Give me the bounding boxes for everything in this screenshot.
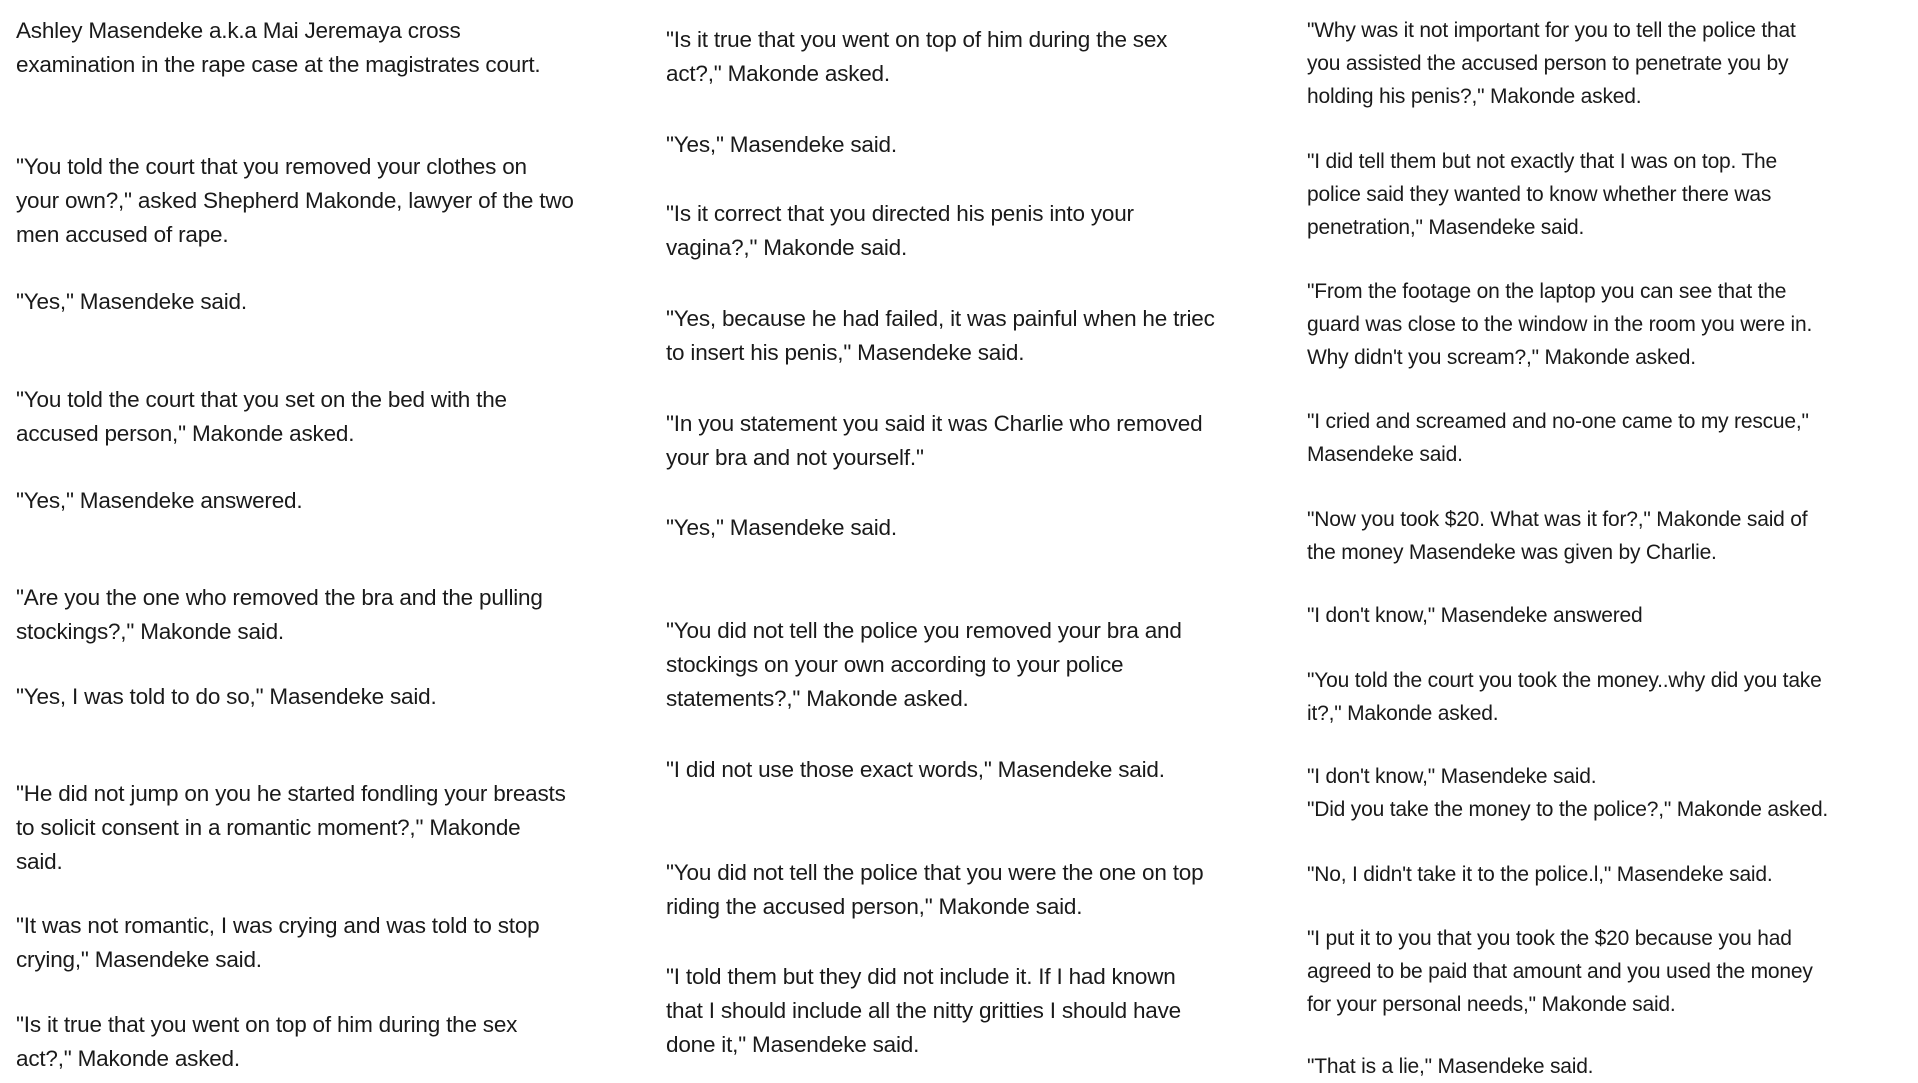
paragraph-answer [666, 302, 1215, 370]
paragraph-answer [666, 511, 897, 545]
text-line: statements?," Makonde asked. [666, 686, 969, 711]
text-line: "In you statement you said it was Charlie who removed [666, 411, 1203, 436]
text-line: police said they wanted to know whether there was [1307, 183, 1772, 206]
text-line: that I should include all the nitty gritties I should have [666, 998, 1181, 1023]
paragraph-question [16, 1008, 517, 1076]
text-line: "He did not jump on you he started fondling your breasts [16, 781, 566, 806]
paragraph-question [16, 581, 543, 649]
paragraph-intro [16, 14, 541, 82]
paragraph-question [16, 383, 507, 451]
paragraph-answer [1307, 1050, 1593, 1083]
paragraph-question [666, 856, 1203, 924]
text-line: "It was not romantic, I was crying and was told to stop [16, 913, 540, 938]
text-line: "You told the court that you removed your clothes on [16, 154, 527, 179]
text-line: "That is a lie," Masendeke said. [1307, 1055, 1594, 1078]
paragraph-question [1307, 664, 1822, 730]
paragraph-answer [1307, 405, 1809, 471]
text-line: "Now you took $20. What was it for?," Makonde said of [1307, 508, 1808, 531]
paragraph-answer [666, 960, 1181, 1062]
text-line: "Is it true that you went on top of him during the sex [16, 1012, 518, 1037]
paragraph-question [1307, 503, 1807, 569]
text-line: you assisted the accused person to penetrate you by [1307, 52, 1789, 75]
text-line: Why didn't you scream?," Makonde asked. [1307, 346, 1696, 369]
text-line: "I cried and screamed and no-one came to my rescue," [1307, 410, 1809, 433]
text-line: penetration," Masendeke said. [1307, 216, 1585, 239]
paragraph-answer [1307, 145, 1777, 244]
text-line: for your personal needs," Makonde said. [1307, 993, 1676, 1016]
paragraph-question [1307, 14, 1796, 113]
text-line: men accused of rape. [16, 222, 229, 247]
paragraph-answer [16, 680, 437, 714]
paragraph-answer [1307, 599, 1643, 632]
text-line: riding the accused person," Makonde said. [666, 894, 1083, 919]
paragraph-question [16, 777, 566, 879]
text-line: it?," Makonde asked. [1307, 702, 1499, 725]
text-line: to solicit consent in a romantic moment?," Makonde [16, 815, 521, 840]
text-line: "Yes," Masendeke answered. [16, 488, 303, 513]
text-line: done it," Masendeke said. [666, 1032, 920, 1057]
text-line: "Why was it not important for you to tell the police that [1307, 19, 1796, 42]
text-line: "I don't know," Masendeke answered [1307, 604, 1643, 627]
text-line: accused person," Makonde asked. [16, 421, 355, 446]
paragraph-answer [16, 484, 302, 518]
text-line: "You told the court that you set on the bed with the [16, 387, 507, 412]
paragraph-answer [1307, 858, 1773, 891]
text-line: "Are you the one who removed the bra and the pulling [16, 585, 543, 610]
text-line: "I told them but they did not include it. If I had known [666, 964, 1176, 989]
text-line: guard was close to the window in the room you were in. [1307, 313, 1813, 336]
paragraph-answer [16, 909, 539, 977]
text-line: act?," Makonde asked. [16, 1046, 240, 1071]
text-line: "I did tell them but not exactly that I was on top. The [1307, 150, 1778, 173]
text-line: Masendeke said. [1307, 443, 1463, 466]
paragraph-answer [666, 128, 897, 162]
text-line: holding his penis?," Makonde asked. [1307, 85, 1642, 108]
text-line: "Yes," Masendeke said. [666, 515, 897, 540]
text-line: "Yes," Masendeke said. [666, 132, 897, 157]
text-line: act?," Makonde asked. [666, 61, 890, 86]
paragraph-question [1307, 275, 1812, 374]
paragraph-question [666, 23, 1167, 91]
text-line: your own?," asked Shepherd Makonde, lawyer of the two [16, 188, 574, 213]
text-line: crying," Masendeke said. [16, 947, 262, 972]
text-line: vagina?," Makonde said. [666, 235, 908, 260]
paragraph-question [666, 197, 1134, 265]
text-line: stockings?," Makonde said. [16, 619, 284, 644]
text-line: examination in the rape case at the magistrates court. [16, 52, 541, 77]
text-line: Ashley Masendeke a.k.a Mai Jeremaya cross [16, 18, 461, 43]
paragraph-answer [1307, 760, 1828, 826]
text-line: "You did not tell the police you removed your bra and [666, 618, 1182, 643]
text-line: agreed to be paid that amount and you used the money [1307, 960, 1813, 983]
text-line: the money Masendeke was given by Charlie. [1307, 541, 1717, 564]
text-line: "Yes, I was told to do so," Masendeke said. [16, 684, 437, 709]
text-line: "Did you take the money to the police?," Makonde asked. [1307, 798, 1829, 821]
text-line: stockings on your own according to your police [666, 652, 1124, 677]
text-line: said. [16, 849, 63, 874]
paragraph-question [666, 407, 1202, 475]
paragraph-question [1307, 922, 1813, 1021]
text-line: "Yes," Masendeke said. [16, 289, 247, 314]
text-line: "I put it to you that you took the $20 because you had [1307, 927, 1792, 950]
text-line: to insert his penis," Masendeke said. [666, 340, 1025, 365]
text-line: "I don't know," Masendeke said. [1307, 765, 1597, 788]
paragraph-answer [666, 753, 1165, 787]
text-line: "From the footage on the laptop you can see that the [1307, 280, 1787, 303]
paragraph-answer [16, 285, 247, 319]
text-line: "You told the court you took the money..why did you take [1307, 669, 1822, 692]
paragraph-question [16, 150, 574, 252]
text-line: "Is it true that you went on top of him during the sex [666, 27, 1168, 52]
text-line: "I did not use those exact words," Masendeke said. [666, 757, 1165, 782]
text-line: "Is it correct that you directed his penis into your [666, 201, 1134, 226]
text-line: "You did not tell the police that you were the one on top [666, 860, 1204, 885]
paragraph-question [666, 614, 1182, 716]
text-line: "No, I didn't take it to the police.l," Masendeke said. [1307, 863, 1773, 886]
text-line: your bra and not yourself." [666, 445, 924, 470]
text-line: "Yes, because he had failed, it was painful when he triec [666, 306, 1215, 331]
